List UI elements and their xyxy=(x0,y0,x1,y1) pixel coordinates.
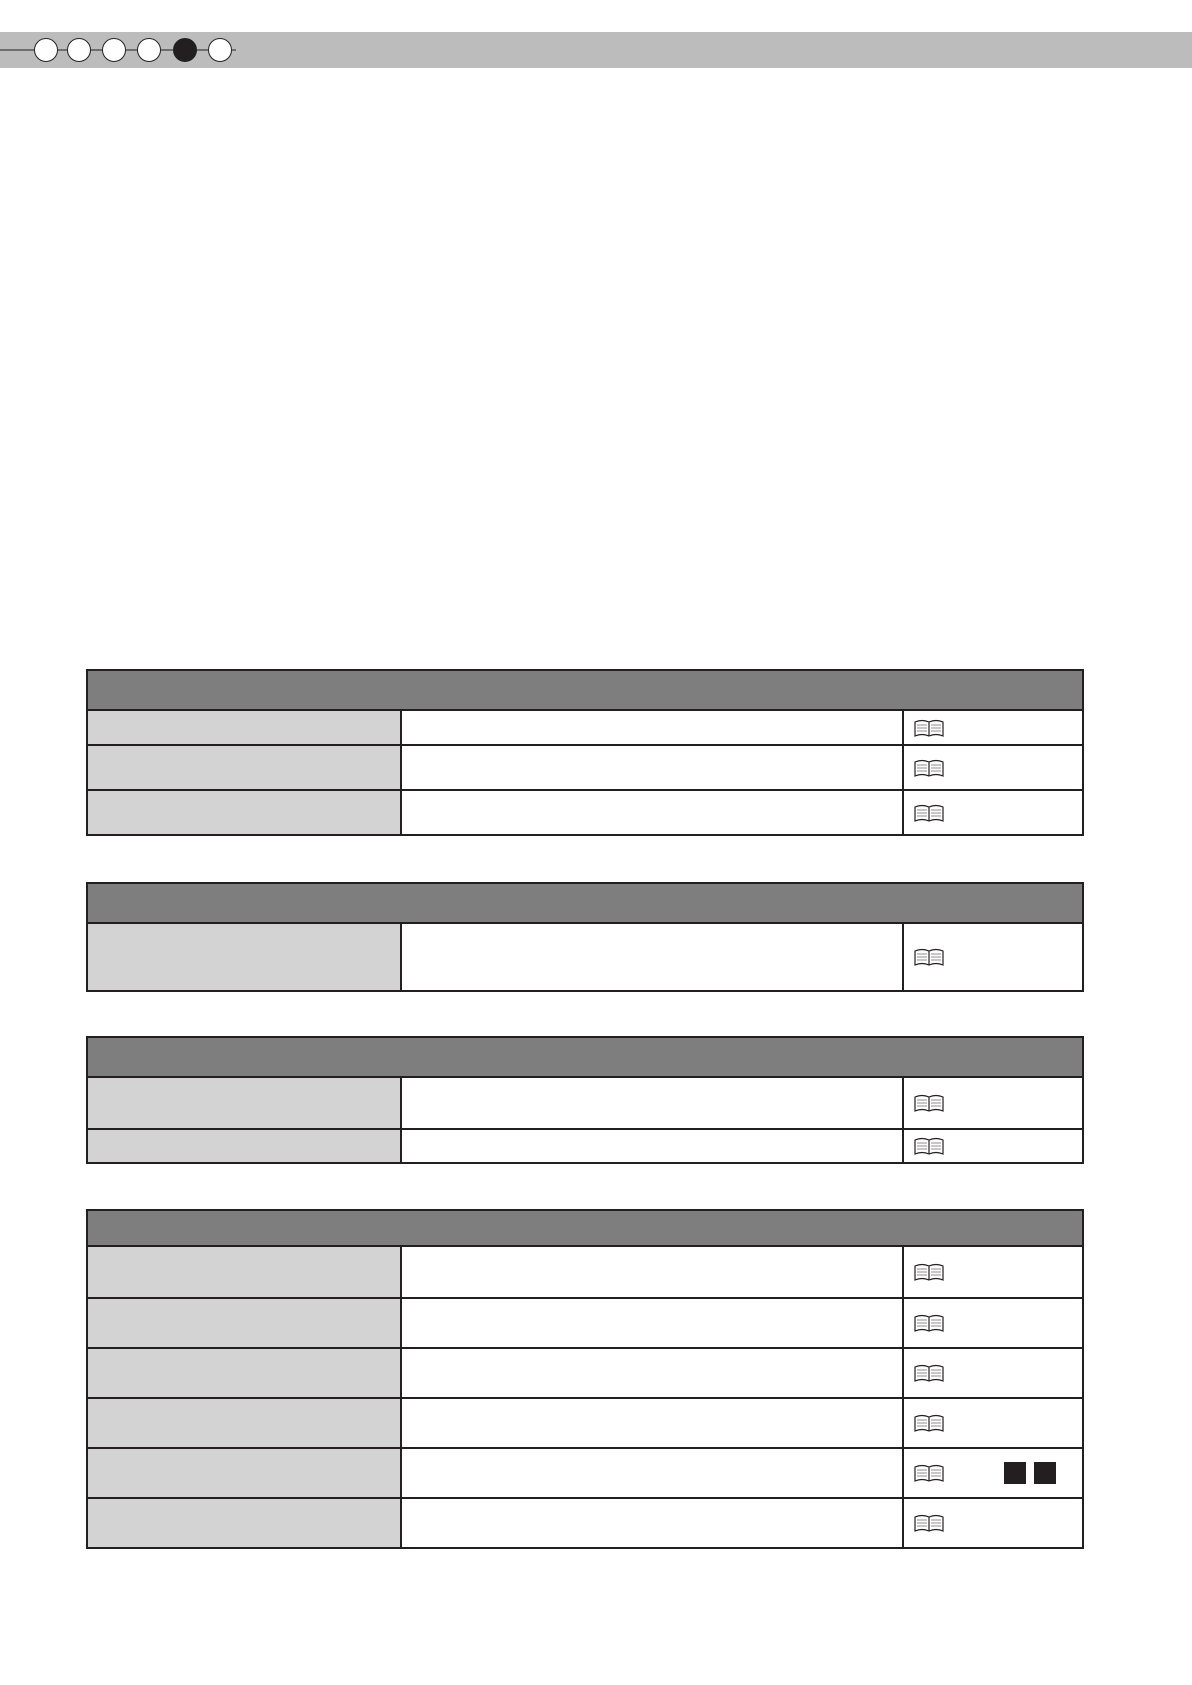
filled-square-icon xyxy=(1034,1462,1056,1484)
table-header xyxy=(88,884,1082,924)
row-label-cell xyxy=(88,746,402,789)
step-indicator-4 xyxy=(137,38,161,62)
book-icon xyxy=(914,1137,944,1155)
row-label-cell xyxy=(88,1130,402,1162)
row-page-ref-cell xyxy=(904,1349,1082,1397)
book-icon xyxy=(914,1314,944,1332)
row-page-ref-cell xyxy=(904,1399,1082,1447)
table-row xyxy=(88,1347,1082,1397)
book-icon xyxy=(914,804,944,822)
reference-table-2 xyxy=(86,882,1084,992)
row-page-ref-cell xyxy=(904,711,1082,744)
row-description-cell xyxy=(402,1349,904,1397)
filled-square-icon xyxy=(1004,1462,1026,1484)
reference-table-4 xyxy=(86,1209,1084,1549)
row-page-ref-cell xyxy=(904,924,1082,990)
row-page-ref-cell xyxy=(904,1247,1082,1297)
row-description-cell xyxy=(402,1399,904,1447)
table-row xyxy=(88,1297,1082,1347)
row-label-cell xyxy=(88,1499,402,1547)
table-header xyxy=(88,671,1082,711)
row-page-ref-cell xyxy=(904,1299,1082,1347)
table-row xyxy=(88,789,1082,834)
book-icon xyxy=(914,1364,944,1382)
step-indicator-3 xyxy=(102,38,126,62)
table-row xyxy=(88,1497,1082,1547)
reference-table-1 xyxy=(86,669,1084,836)
table-row xyxy=(88,711,1082,744)
row-label-cell xyxy=(88,711,402,744)
row-page-ref-cell xyxy=(904,1078,1082,1128)
table-row xyxy=(88,1447,1082,1497)
row-description-cell xyxy=(402,924,904,990)
row-description-cell xyxy=(402,1449,904,1497)
book-icon xyxy=(914,1414,944,1432)
row-description-cell xyxy=(402,1247,904,1297)
row-page-ref-cell xyxy=(904,1449,1082,1497)
row-label-cell xyxy=(88,791,402,834)
row-description-cell xyxy=(402,711,904,744)
book-icon xyxy=(914,948,944,966)
row-description-cell xyxy=(402,1499,904,1547)
book-icon xyxy=(914,759,944,777)
row-description-cell xyxy=(402,1130,904,1162)
row-label-cell xyxy=(88,924,402,990)
table-header xyxy=(88,1038,1082,1078)
book-icon xyxy=(914,1464,944,1482)
book-icon xyxy=(914,719,944,737)
row-page-ref-cell xyxy=(904,746,1082,789)
row-page-ref-cell xyxy=(904,791,1082,834)
row-page-ref-cell xyxy=(904,1130,1082,1162)
step-indicator-1 xyxy=(34,38,58,62)
table-row xyxy=(88,744,1082,789)
step-indicator-2 xyxy=(67,38,91,62)
book-icon xyxy=(914,1094,944,1112)
table-row xyxy=(88,1128,1082,1162)
row-label-cell xyxy=(88,1399,402,1447)
row-label-cell xyxy=(88,1078,402,1128)
row-description-cell xyxy=(402,1078,904,1128)
row-label-cell xyxy=(88,1349,402,1397)
row-label-cell xyxy=(88,1449,402,1497)
table-row xyxy=(88,1078,1082,1128)
book-icon xyxy=(914,1263,944,1281)
book-icon xyxy=(914,1514,944,1532)
row-description-cell xyxy=(402,746,904,789)
reference-table-3 xyxy=(86,1036,1084,1164)
row-label-cell xyxy=(88,1299,402,1347)
row-description-cell xyxy=(402,1299,904,1347)
step-indicator-6 xyxy=(208,38,232,62)
table-row xyxy=(88,1397,1082,1447)
row-description-cell xyxy=(402,791,904,834)
table-row xyxy=(88,1247,1082,1297)
row-page-ref-cell xyxy=(904,1499,1082,1547)
step-indicator-5-active xyxy=(173,38,197,62)
table-header xyxy=(88,1211,1082,1247)
table-row xyxy=(88,924,1082,990)
row-label-cell xyxy=(88,1247,402,1297)
